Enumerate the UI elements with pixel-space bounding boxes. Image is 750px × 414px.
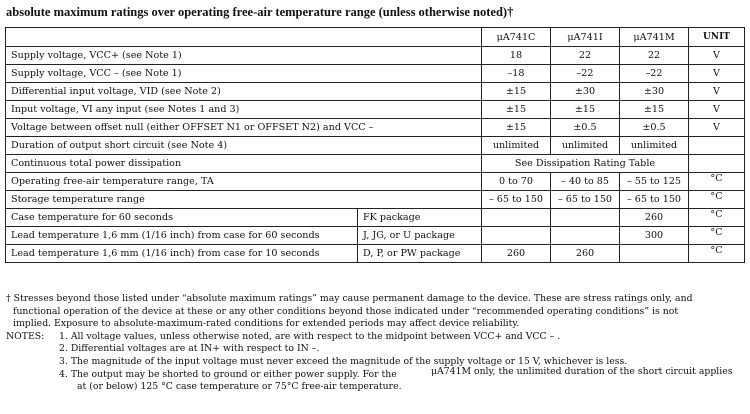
value-unit: V bbox=[689, 65, 745, 83]
value-ua741i: ±15 bbox=[551, 101, 620, 119]
value-unit: °C bbox=[689, 191, 745, 209]
note-1: 1. All voltage values, unless otherwise noted, are with respect to the midpoint between VCC+ and VCC – . bbox=[59, 330, 561, 342]
footnote-line: implied. Exposure to absolute-maximum-rated conditions for extended periods may affect device reliability. bbox=[13, 318, 520, 330]
note-4: 4. The output may be shorted to ground or either power supply. For the bbox=[59, 368, 397, 380]
header-ua741m: μA741M bbox=[620, 28, 689, 47]
value-ua741c: –18 bbox=[482, 65, 551, 83]
value-ua741c: ±15 bbox=[482, 119, 551, 137]
row-label: Storage temperature range bbox=[6, 191, 482, 209]
value-ua741c: 260 bbox=[482, 245, 551, 263]
header-blank bbox=[6, 28, 482, 47]
table-row bbox=[6, 227, 745, 245]
note-4-end: at (or below) 125 °C case temperature or 75°C free-air temperature. bbox=[77, 381, 402, 393]
table-row bbox=[6, 155, 745, 173]
table-row bbox=[6, 83, 745, 101]
value-ua741i: –22 bbox=[551, 65, 620, 83]
footnotes bbox=[6, 293, 746, 394]
table-row bbox=[6, 137, 745, 155]
value-ua741m: –22 bbox=[620, 65, 689, 83]
value-ua741i: – 40 to 85 bbox=[551, 173, 620, 191]
row-label: Voltage between offset null (either OFFSET N1 or OFFSET N2) and VCC – bbox=[6, 119, 482, 137]
note-3: 3. The magnitude of the input voltage must never exceed the magnitude of the supply voltage or 15 V, whichever is less. bbox=[59, 355, 628, 367]
table-row bbox=[6, 47, 745, 65]
value-ua741i bbox=[551, 227, 620, 245]
notes-label: NOTES: bbox=[6, 330, 45, 342]
value-ua741c: 18 bbox=[482, 47, 551, 65]
value-unit: V bbox=[689, 47, 745, 65]
footnote-line: functional operation of the device at these or any other conditions beyond those indicated under “recommended operating conditions” is not bbox=[13, 305, 679, 317]
value-unit: V bbox=[689, 101, 745, 119]
value-unit bbox=[689, 155, 745, 173]
value-unit: V bbox=[689, 119, 745, 137]
row-label: Operating free-air temperature range, TA bbox=[6, 173, 482, 191]
value-unit: °C bbox=[689, 227, 745, 245]
package-label: D, P, or PW package bbox=[358, 245, 482, 263]
value-unit: °C bbox=[689, 209, 745, 227]
table-row bbox=[6, 65, 745, 83]
value-unit: °C bbox=[689, 173, 745, 191]
row-label: Differential input voltage, VID (see Note 2) bbox=[6, 83, 482, 101]
value-ua741c: ±15 bbox=[482, 83, 551, 101]
table-header-row bbox=[6, 28, 745, 47]
header-ua741c: μA741C bbox=[482, 28, 551, 47]
ratings-table bbox=[5, 27, 745, 263]
page-title: absolute maximum ratings over operating free-air temperature range (unless otherwise noted)† bbox=[6, 5, 514, 19]
row-label: Supply voltage, VCC – (see Note 1) bbox=[6, 65, 482, 83]
value-ua741m bbox=[620, 245, 689, 263]
note-4-continuation: μA741M only, the unlimited duration of the short circuit applies bbox=[431, 365, 733, 377]
table-row bbox=[6, 119, 745, 137]
value-ua741c: ±15 bbox=[482, 101, 551, 119]
value-ua741c: 0 to 70 bbox=[482, 173, 551, 191]
row-label: Duration of output short circuit (see Note 4) bbox=[6, 137, 482, 155]
table-row bbox=[6, 101, 745, 119]
value-ua741m: 300 bbox=[620, 227, 689, 245]
value-unit bbox=[689, 137, 745, 155]
value-ua741m: ±0.5 bbox=[620, 119, 689, 137]
value-ua741i: 22 bbox=[551, 47, 620, 65]
header-ua741i: μA741I bbox=[551, 28, 620, 47]
value-ua741i: – 65 to 150 bbox=[551, 191, 620, 209]
footnote-line: † Stresses beyond those listed under “absolute maximum ratings” may cause permanent damage to the device. These are stress ratings only, and bbox=[6, 293, 693, 304]
table-row bbox=[6, 245, 745, 263]
value-ua741i: 260 bbox=[551, 245, 620, 263]
table-row bbox=[6, 209, 745, 227]
value-ua741i: ±30 bbox=[551, 83, 620, 101]
row-label: Continuous total power dissipation bbox=[6, 155, 482, 173]
value-ua741m: 22 bbox=[620, 47, 689, 65]
row-label: Input voltage, VI any input (see Notes 1 and 3) bbox=[6, 101, 482, 119]
value-ua741m: 260 bbox=[620, 209, 689, 227]
value-ua741c: unlimited bbox=[482, 137, 551, 155]
package-label: J, JG, or U package bbox=[358, 227, 482, 245]
row-label: Supply voltage, VCC+ (see Note 1) bbox=[6, 47, 482, 65]
value-ua741m: unlimited bbox=[620, 137, 689, 155]
value-unit: °C bbox=[689, 245, 745, 263]
table-row bbox=[6, 191, 745, 209]
table-row bbox=[6, 173, 745, 191]
row-label: Lead temperature 1,6 mm (1/16 inch) from case for 10 seconds bbox=[6, 245, 358, 263]
note-2: 2. Differential voltages are at IN+ with respect to IN –. bbox=[59, 343, 320, 355]
value-ua741c: – 65 to 150 bbox=[482, 191, 551, 209]
value-ua741m: ±30 bbox=[620, 83, 689, 101]
value-ua741i: ±0.5 bbox=[551, 119, 620, 137]
value-ua741c bbox=[482, 227, 551, 245]
header-unit: UNIT bbox=[689, 28, 745, 47]
value-ua741m: – 65 to 150 bbox=[620, 191, 689, 209]
package-label: FK package bbox=[358, 209, 482, 227]
value-ua741m: ±15 bbox=[620, 101, 689, 119]
row-label: Case temperature for 60 seconds bbox=[6, 209, 358, 227]
row-label: Lead temperature 1,6 mm (1/16 inch) from case for 60 seconds bbox=[6, 227, 358, 245]
value-ua741c bbox=[482, 209, 551, 227]
dissipation-reference: See Dissipation Rating Table bbox=[482, 155, 689, 173]
value-ua741i: unlimited bbox=[551, 137, 620, 155]
value-ua741i bbox=[551, 209, 620, 227]
value-unit: V bbox=[689, 83, 745, 101]
value-ua741m: – 55 to 125 bbox=[620, 173, 689, 191]
